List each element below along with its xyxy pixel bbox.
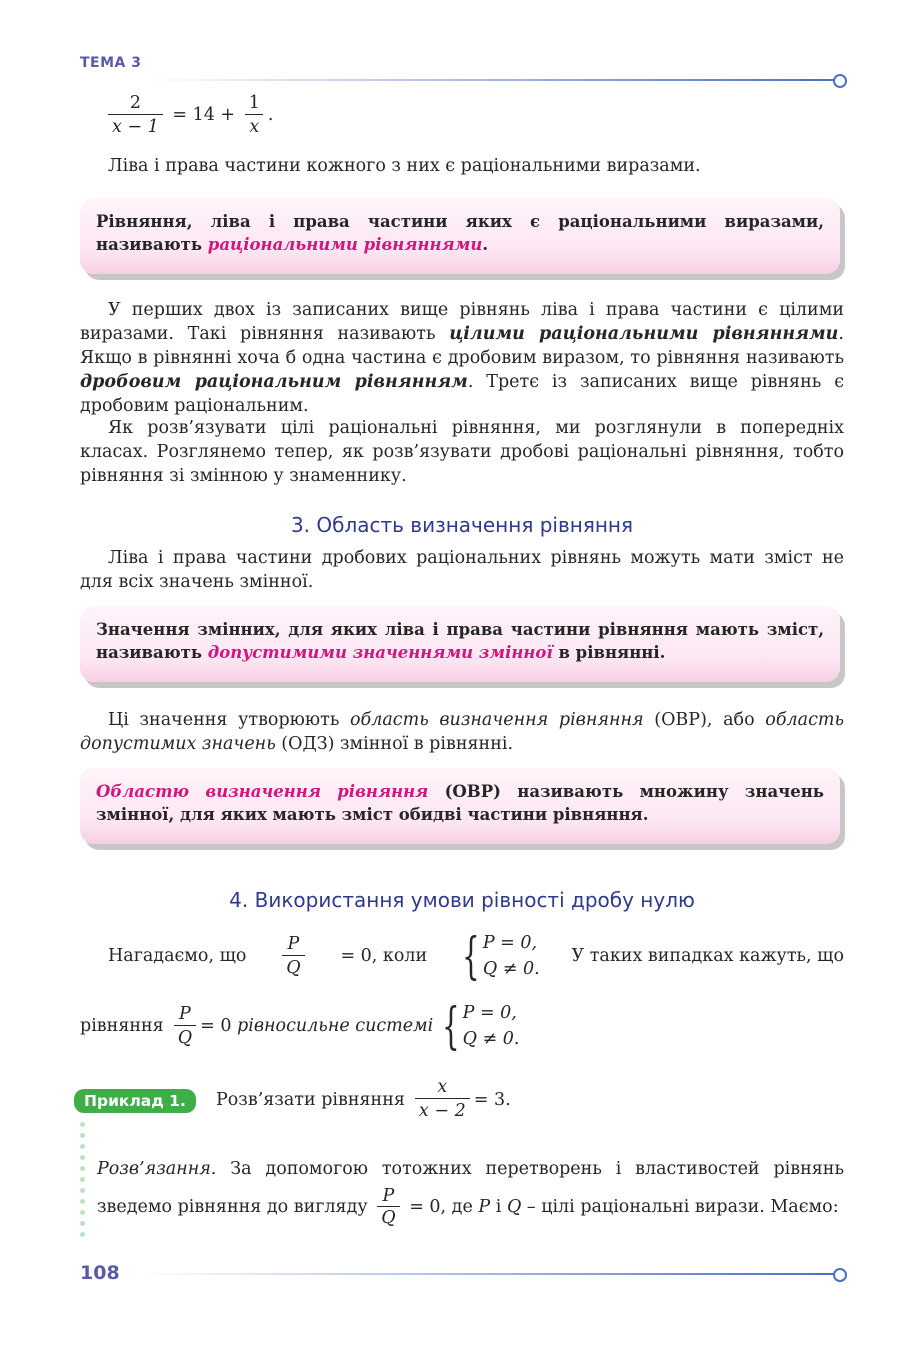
paragraph-2: У перших двох із записаних вище рівнянь ліва і права частини є цілими виразами. Такі рівняння називають цілими раціональними рівняннями. Якщо в рівнянні хоча б одна частина є дробовим виразом, то рівняння називають дробовим раціональним рівнянням. Третє із записаних вище рівнянь є дробовим раціональним. xyxy=(80,300,844,416)
footer-rule-dot xyxy=(833,1268,847,1282)
topic-label: ТЕМА 3 xyxy=(80,55,142,71)
example-task: Розв’язати рівняння $\frac{x}{x - 2}$ = 3. xyxy=(216,1077,511,1121)
page-number: 108 xyxy=(80,1262,120,1284)
fraction: $\frac{2}{x - 1}$ xyxy=(108,92,163,139)
solution-paragraph: Розв’язання. За допомогою тотожних перетворень і властивостей рівнянь зведемо рівняння до вигляду $\frac{P}{Q}$ = 0, де P і Q – цілі раціональні вирази. Маємо: xyxy=(97,1159,844,1228)
header-rule xyxy=(145,79,835,81)
fraction: $\frac{P}{Q}$ xyxy=(174,1003,196,1050)
fraction: $\frac{1}{x}$ xyxy=(245,92,264,139)
paragraph-6: Нагадаємо, що $\frac{P}{Q}$ = 0, коли { P = 0, Q ≠ 0. У таких випадках кажуть, що xyxy=(108,927,844,985)
section-heading-4: 4. Використання умови рівності дробу нулю xyxy=(229,888,695,912)
system-of-conditions: { P = 0, Q ≠ 0. xyxy=(462,927,540,985)
definition-box-1: Рівняння, ліва і права частини яких є раціональними виразами, називають раціональними рівняннями. xyxy=(80,198,840,274)
term-rational-equations: раціональними рівняннями xyxy=(207,235,483,254)
paragraph-7: рівняння $\frac{P}{Q}$ = 0 рівносильне системі { P = 0, Q ≠ 0. xyxy=(80,997,520,1055)
paragraph-5: Ці значення утворюють область визначення рівняння (ОВР), або область допустимих значень (ОДЗ) змінної в рівнянні. xyxy=(80,710,844,754)
paragraph-1: Ліва і права частини кожного з них є раціональними виразами. xyxy=(108,156,701,176)
footer-rule xyxy=(140,1273,835,1275)
fraction: $\frac{P}{Q}$ xyxy=(377,1186,399,1229)
definition-box-3: Областю визначення рівняння (ОВР) називають множину значень змінної, для яких мають зміст обидві частини рівняння. xyxy=(80,768,840,844)
solution-dots-decoration xyxy=(80,1122,86,1243)
paragraph-4: Ліва і права частини дробових раціональних рівнянь можуть мати зміст не для всіх значень змінної. xyxy=(80,548,844,592)
term-admissible-values: допустимими значеннями змінної xyxy=(207,643,553,662)
term-domain: Областю визначення рівняння xyxy=(96,782,429,801)
system-of-conditions: { P = 0, Q ≠ 0. xyxy=(441,997,520,1055)
definition-box-2: Значення змінних, для яких ліва і права частини рівняння мають зміст, називають допустимими значеннями змінної в рівнянні. xyxy=(80,606,840,682)
example-badge: Приклад 1. xyxy=(74,1089,196,1113)
curly-brace-icon: { xyxy=(462,927,480,985)
section-heading-3: 3. Область визначення рівняння xyxy=(290,513,634,537)
header-rule-dot xyxy=(833,74,847,88)
fraction: $\frac{x}{x - 2}$ xyxy=(415,1076,470,1123)
paragraph-3: Як розв’язувати цілі раціональні рівняння, ми розглянули в попередніх класах. Розглянемо тепер, як розв’язувати дробові раціональні рівняння, тобто рівняння зі змінною у знаменнику. xyxy=(80,418,844,486)
curly-brace-icon: { xyxy=(441,997,460,1055)
fraction: $\frac{P}{Q}$ xyxy=(282,933,304,980)
equation-top: $\frac{2}{x - 1}$ = 14 + $\frac{1}{x}$ . xyxy=(104,92,273,139)
